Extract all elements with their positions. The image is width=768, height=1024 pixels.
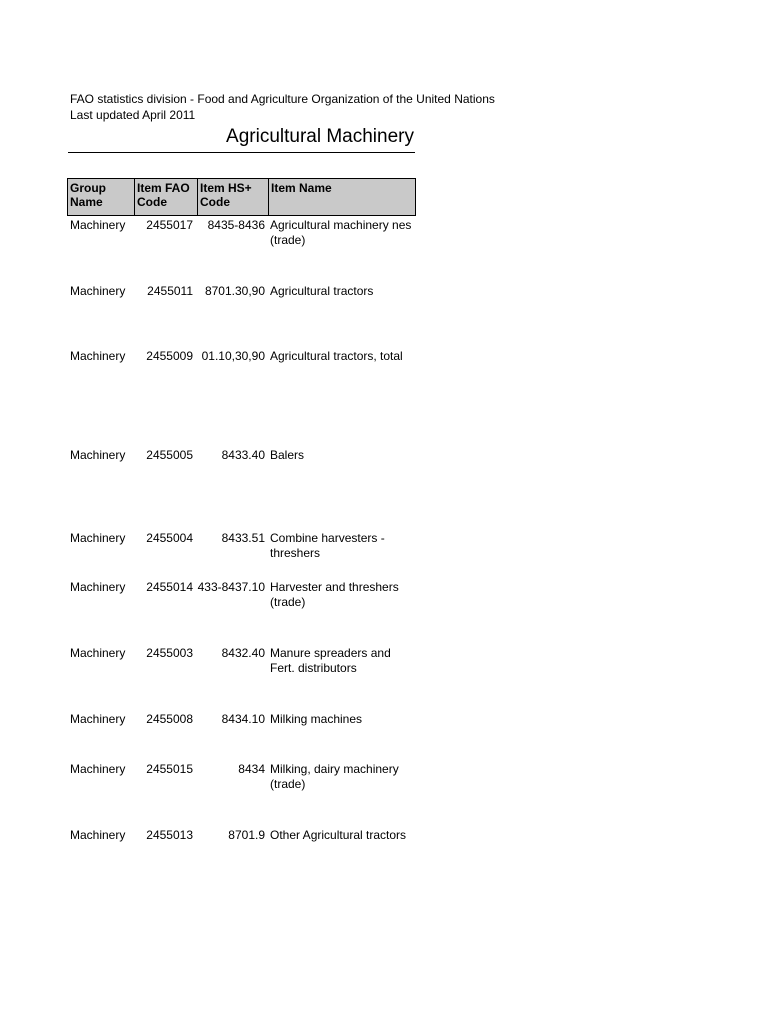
cell-group-name: Machinery: [70, 762, 126, 776]
cell-item-hs-code: 8435-8436: [207, 218, 265, 232]
cell-item-hs-code: 8433.40: [221, 448, 265, 462]
cell-item-fao-code: 2455014: [146, 580, 193, 594]
cell-item-hs-code: 8432.40: [221, 646, 265, 660]
cell-group-name: Machinery: [70, 712, 126, 726]
cell-group-name: Machinery: [70, 284, 126, 298]
cell-group-name: Machinery: [70, 646, 126, 660]
cell-item-name: Milking machines: [270, 712, 363, 726]
last-updated-line: Last updated April 2011: [70, 108, 196, 122]
cell-item-name: Balers: [270, 448, 305, 462]
cell-item-name: Other Agricultural tractors: [270, 828, 407, 842]
column-header-group-name: Group Name: [70, 181, 106, 209]
cell-item-fao-code: 2455003: [146, 646, 193, 660]
cell-item-name: Milking, dairy machinery (trade): [270, 762, 399, 791]
cell-group-name: Machinery: [70, 448, 126, 462]
cell-item-hs-code: 8434: [238, 762, 265, 776]
cell-group-name: Machinery: [70, 218, 126, 232]
cell-group-name: Machinery: [70, 828, 126, 842]
cell-item-fao-code: 2455004: [146, 531, 193, 545]
cell-group-name: Machinery: [70, 580, 126, 594]
organization-line: FAO statistics division - Food and Agriculture Organization of the United Nations: [70, 92, 495, 106]
column-header-item-fao-code: Item FAO Code: [134, 179, 197, 215]
cell-item-fao-code: 2455005: [146, 448, 193, 462]
cell-item-name: Manure spreaders and Fert. distributors: [270, 646, 391, 675]
cell-item-fao-code: 2455011: [147, 284, 193, 298]
column-header-item-hs-code: Item HS+ Code: [197, 179, 268, 215]
cell-item-hs-code: 01.10,30,90: [201, 349, 265, 363]
cell-group-name: Machinery: [70, 349, 126, 363]
cell-item-fao-code: 2455017: [146, 218, 193, 232]
title-divider: [68, 152, 415, 153]
cell-group-name: Machinery: [70, 531, 126, 545]
cell-item-name: Harvester and threshers (trade): [270, 580, 399, 609]
column-header-item-name: Item Name: [268, 179, 415, 215]
cell-item-hs-code: 8701.9: [228, 828, 265, 842]
cell-item-fao-code: 2455015: [146, 762, 193, 776]
table-header-row: [67, 178, 416, 216]
cell-item-name: Agricultural machinery nes (trade): [270, 218, 412, 247]
page-title: Agricultural Machinery: [226, 126, 414, 147]
cell-item-name: Agricultural tractors: [270, 284, 374, 298]
cell-item-hs-code: 8433.51: [221, 531, 265, 545]
cell-item-hs-code: 8434.10: [221, 712, 265, 726]
cell-item-fao-code: 2455008: [146, 712, 193, 726]
cell-item-hs-code: 433-8437.10: [197, 580, 265, 594]
cell-item-fao-code: 2455009: [146, 349, 193, 363]
cell-item-fao-code: 2455013: [146, 828, 193, 842]
cell-item-name: Combine harvesters - threshers: [270, 531, 385, 560]
cell-item-hs-code: 8701.30,90: [204, 284, 265, 298]
cell-item-name: Agricultural tractors, total: [270, 349, 403, 363]
